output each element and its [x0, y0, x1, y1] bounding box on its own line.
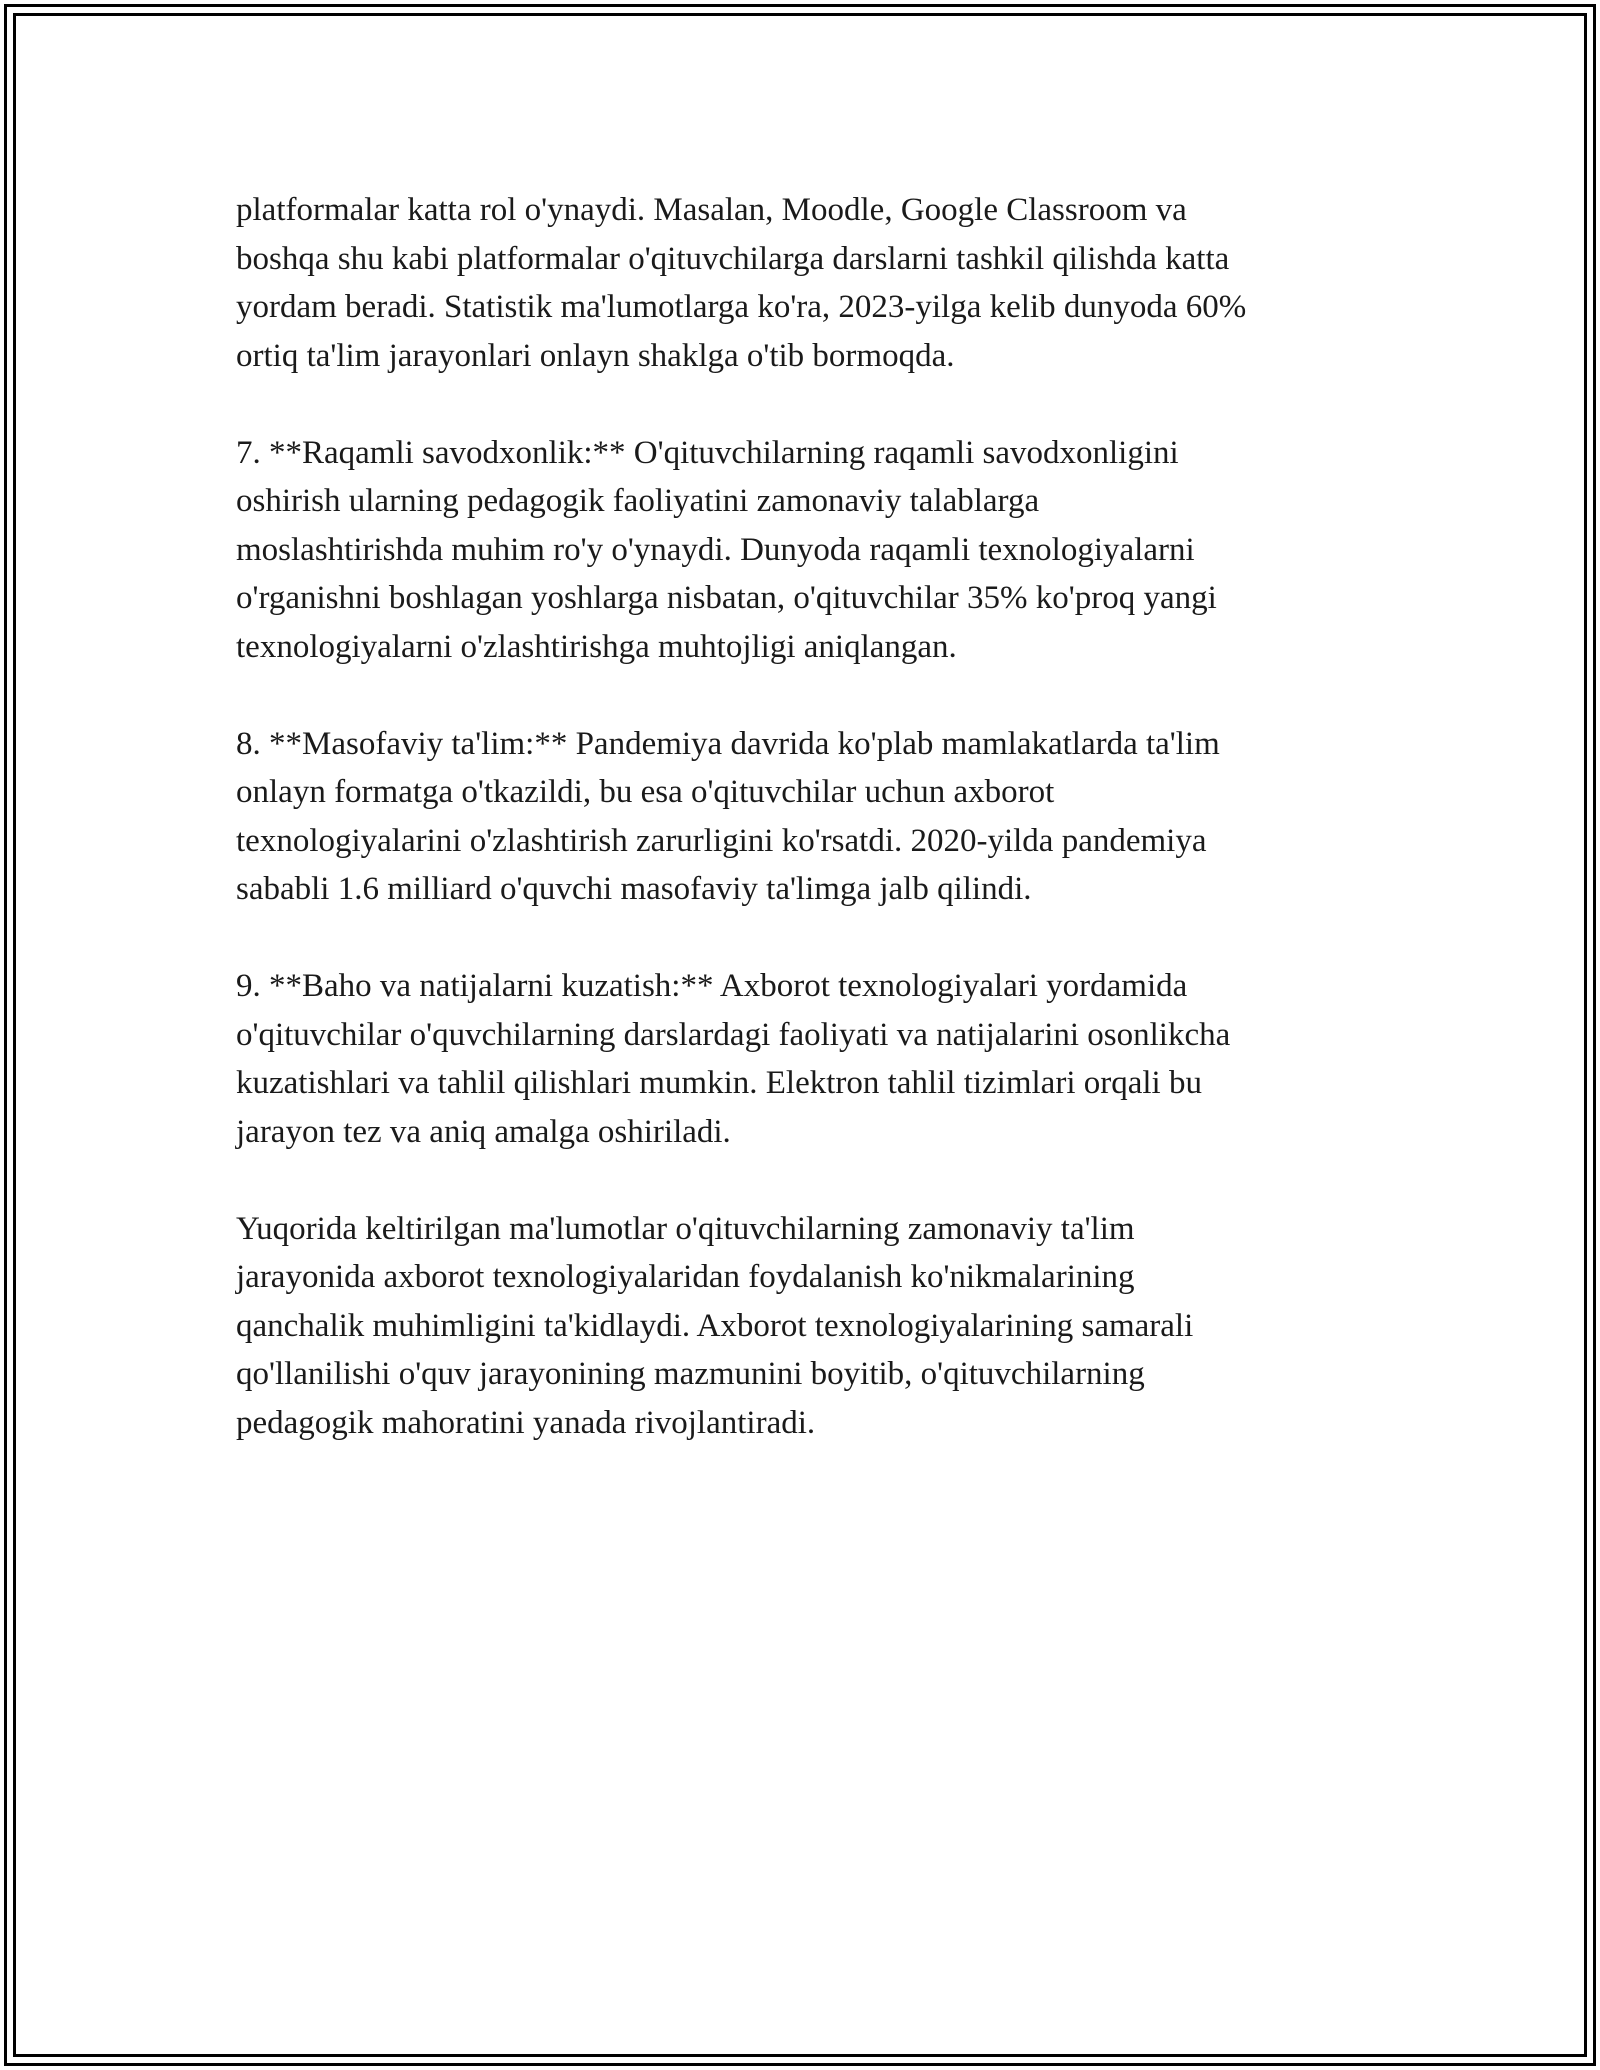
paragraph-assessment-tracking: 9. **Baho va natijalarni kuzatish:** Axborot texnologiyalari yordamida o'qituvchilar o'quvchilarning darslardagi faoliyati va natijalarini osonlikcha kuzatishlari va tahlil qilishlari mumkin. Elektron tahlil tizimlari orqali bu jarayon tez va aniq amalga oshiriladi. [236, 968, 1231, 1150]
paragraph-conclusion: Yuqorida keltirilgan ma'lumotlar o'qituvchilarning zamonaviy ta'lim jarayonida axborot texnologiyalaridan foydalanish ko'nikmalarining qanchalik muhimligini ta'kidlaydi. Axborot texnologiyalarining samarali qo'llanilishi o'quv jarayonining mazmunini boyitib, o'qituvchilarning pedagogik mahoratini yanada rivojlantiradi. [236, 1210, 1194, 1441]
paragraph-distance-learning: 8. **Masofaviy ta'lim:** Pandemiya davrida ko'plab mamlakatlarda ta'lim onlayn formatga o'tkazildi, bu esa o'qituvchilar uchun axborot texnologiyalarini o'zlashtirish zarurligini ko'rsatdi. 2020-yilda pandemiya sababli 1.6 milliard o'quvchi masofaviy ta'limga jalb qilindi. [236, 725, 1220, 907]
document-body [236, 186, 1386, 1496]
paragraph-platforms: platformalar katta rol o'ynaydi. Masalan, Moodle, Google Classroom va boshqa shu kabi platformalar o'qituvchilarga darslarni tashkil qilishda katta yordam beradi. Statistik ma'lumotlarga ko'ra, 2023-yilga kelib dunyoda 60% ortiq ta'lim jarayonlari onlayn shaklga o'tib bormoqda. [236, 192, 1247, 374]
paragraph-digital-literacy: 7. **Raqamli savodxonlik:** O'qituvchilarning raqamli savodxonligini oshirish ularning pedagogik faoliyatini zamonaviy talablarga moslashtirishda muhim ro'y o'ynaydi. Dunyoda raqamli texnologiyalarni o'rganishni boshlagan yoshlarga nisbatan, o'qituvchilar 35% ko'proq yangi texnologiyalarni o'zlashtirishga muhtojligi aniqlangan. [236, 434, 1217, 665]
